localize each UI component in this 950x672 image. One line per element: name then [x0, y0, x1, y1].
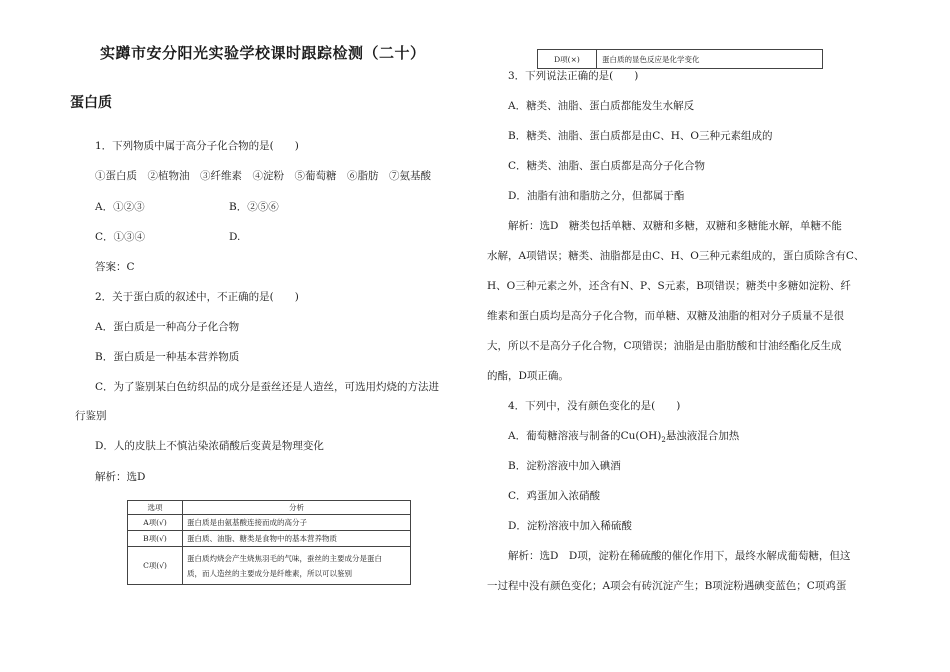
- table-cell-value: 蛋白质、油脂、糖类是食物中的基本营养物质: [183, 531, 411, 547]
- q3-analysis-line: 的酯，D项正确。: [487, 370, 569, 382]
- table-cell-key: B项(√): [128, 531, 183, 547]
- q4-option-b: B．淀粉溶液中加入碘酒: [508, 460, 621, 472]
- q3-analysis-line: 解析：选D 糖类包括单糖、双糖和多糖，双糖和多糖能水解，单糖不能: [508, 220, 842, 232]
- q2-analysis: 解析：选D: [95, 471, 146, 483]
- table-header-key: 选项: [128, 501, 183, 515]
- q2-option-b: B．蛋白质是一种基本营养物质: [95, 351, 240, 363]
- q3-analysis-line: 维素和蛋白质均是高分子化合物，而单糖、双糖及油脂的相对分子质量不是很: [487, 310, 844, 322]
- q2-option-a: A．蛋白质是一种高分子化合物: [95, 321, 240, 333]
- q1-option-b: B．②⑤⑥: [229, 201, 279, 213]
- q3-analysis-line: 水解，A项错误；糖类、油脂都是由C、H、O三种元素组成的，蛋白质除含有C、: [487, 250, 865, 262]
- table-cell-key: A项(√): [128, 515, 183, 531]
- q4-option-a-text: A．葡萄糖溶液与制备的Cu(OH): [508, 430, 662, 442]
- q4-analysis-line: 一过程中没有颜色变化；A项会有砖沉淀产生；B项淀粉遇碘变蓝色；C项鸡蛋: [487, 580, 847, 592]
- table-cell-key: C项(√): [128, 547, 183, 585]
- page-title: 实蹲市安分阳光实验学校课时跟踪检测（二十）: [100, 44, 426, 62]
- q1-answer: 答案：C: [95, 261, 135, 273]
- table-row: [128, 531, 411, 547]
- q3-option-a: A．糖类、油脂、蛋白质都能发生水解反: [508, 100, 695, 112]
- table-cell-key: D项(×): [538, 50, 597, 68]
- q1-stem: 1．下列物质中属于高分子化合物的是( ): [95, 140, 299, 152]
- q4-option-d: D．淀粉溶液中加入稀硫酸: [508, 520, 632, 532]
- section-heading: 蛋白质: [70, 95, 112, 111]
- q4-stem: 4．下列中，没有颜色变化的是( ): [508, 400, 681, 412]
- q3-option-c: C．糖类、油脂、蛋白质都是高分子化合物: [508, 160, 706, 172]
- q2-option-c: C．为了鉴别某白色纺织品的成分是蚕丝还是人造丝，可选用灼烧的方法进: [95, 381, 440, 393]
- q4-option-a-subscript: 2: [661, 436, 666, 445]
- q4-option-a-text-end: 悬浊液混合加热: [665, 430, 740, 442]
- q2-option-c-cont: 行鉴别: [75, 410, 107, 422]
- analysis-table: [127, 500, 411, 585]
- q4-option-a: [508, 429, 739, 447]
- table-cell-line: 质，而人造丝的主要成分是纤维素，所以可以鉴别: [187, 568, 352, 578]
- table-continuation-row: [537, 49, 823, 69]
- table-header-value: 分析: [183, 501, 411, 515]
- table-cell-line: 蛋白质灼烧会产生烧焦羽毛的气味，蚕丝的主要成分是蛋白: [187, 553, 382, 563]
- q2-option-d: D．人的皮肤上不慎沾染浓硝酸后变黄是物理变化: [95, 440, 324, 452]
- q1-option-d: D.: [229, 231, 241, 243]
- table-row: [128, 547, 411, 585]
- q3-stem: 3．下列说法正确的是( ): [508, 70, 639, 82]
- q4-analysis-line: 解析：选D D项，淀粉在稀硫酸的催化作用下，最终水解成葡萄糖，但这: [508, 550, 851, 562]
- table-cell-value: 蛋白质的显色反应是化学变化: [602, 54, 700, 64]
- q3-analysis-line: H、O三种元素之外，还含有N、P、S元素，B项错误；糖类中多糖如淀粉、纤: [487, 280, 851, 292]
- q1-option-a: A．①②③: [95, 201, 145, 213]
- table-cell-value: 蛋白质是由氨基酸连接而成的高分子: [183, 515, 411, 531]
- table-cell-value: [183, 547, 411, 585]
- table-row: [128, 515, 411, 531]
- table-header-row: [128, 501, 411, 515]
- q4-option-c: C．鸡蛋加入浓硝酸: [508, 490, 601, 502]
- q1-option-c: C．①③④: [95, 231, 146, 243]
- q3-analysis-line: 大，所以不是高分子化合物，C项错误；油脂是由脂肪酸和甘油经酯化反生成: [487, 340, 842, 352]
- q2-stem: 2．关于蛋白质的叙述中，不正确的是( ): [95, 291, 299, 303]
- q3-option-d: D．油脂有油和脂肪之分，但都属于酯: [508, 190, 685, 202]
- q3-option-b: B．糖类、油脂、蛋白质都是由C、H、O三种元素组成的: [508, 130, 773, 142]
- q1-items: ①蛋白质 ②植物油 ③纤维素 ④淀粉 ⑤葡萄糖 ⑥脂肪 ⑦氨基酸: [95, 170, 431, 182]
